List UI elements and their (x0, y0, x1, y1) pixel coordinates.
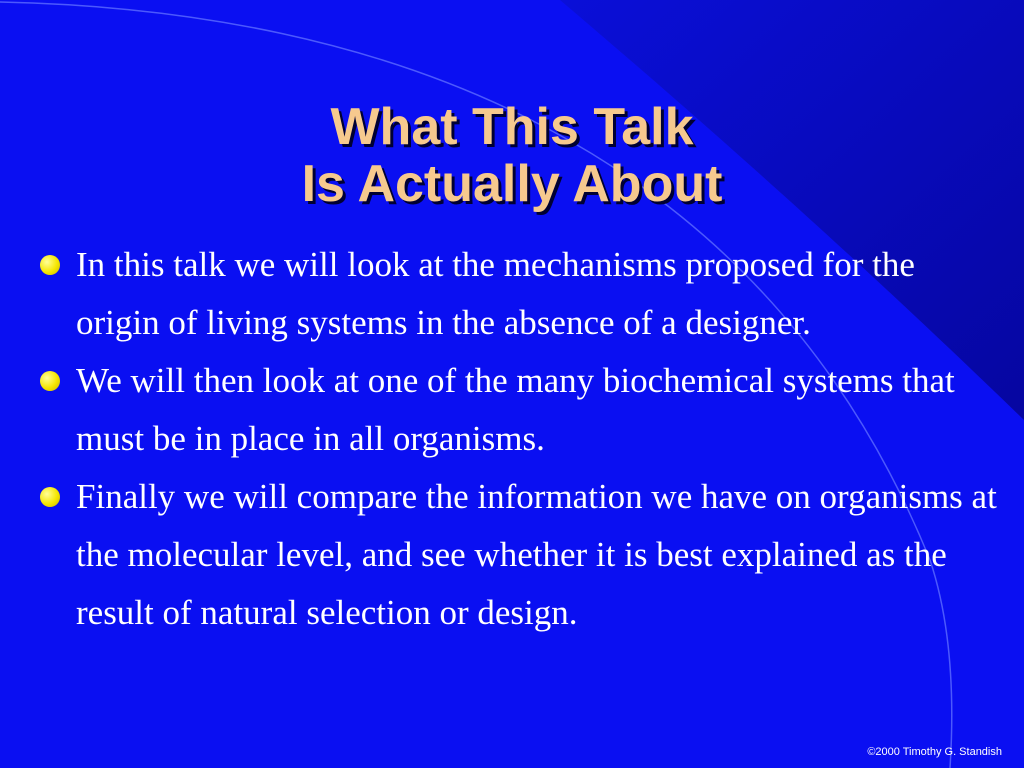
bullet-item (38, 236, 998, 352)
bullet-dot-icon (40, 487, 60, 507)
slide-title (0, 99, 1024, 213)
bullet-item (38, 352, 998, 468)
bullet-dot-icon (40, 255, 60, 275)
bullet-text: Finally we will compare the information we have on organisms at the molecular level, and see whether it is best explained as the result of natural selection or design. (76, 477, 997, 632)
title-line-1: What This Talk (330, 97, 694, 156)
title-line-2: Is Actually About (301, 155, 723, 214)
bullet-list (38, 236, 998, 642)
bullet-dot-icon (40, 371, 60, 391)
bullet-text: We will then look at one of the many biochemical systems that must be in place in all organisms. (76, 361, 955, 458)
bullet-item (38, 468, 998, 642)
copyright-footer: ©2000 Timothy G. Standish (867, 746, 1002, 758)
bullet-text: In this talk we will look at the mechanisms proposed for the origin of living systems in the absence of a designer. (76, 245, 915, 342)
